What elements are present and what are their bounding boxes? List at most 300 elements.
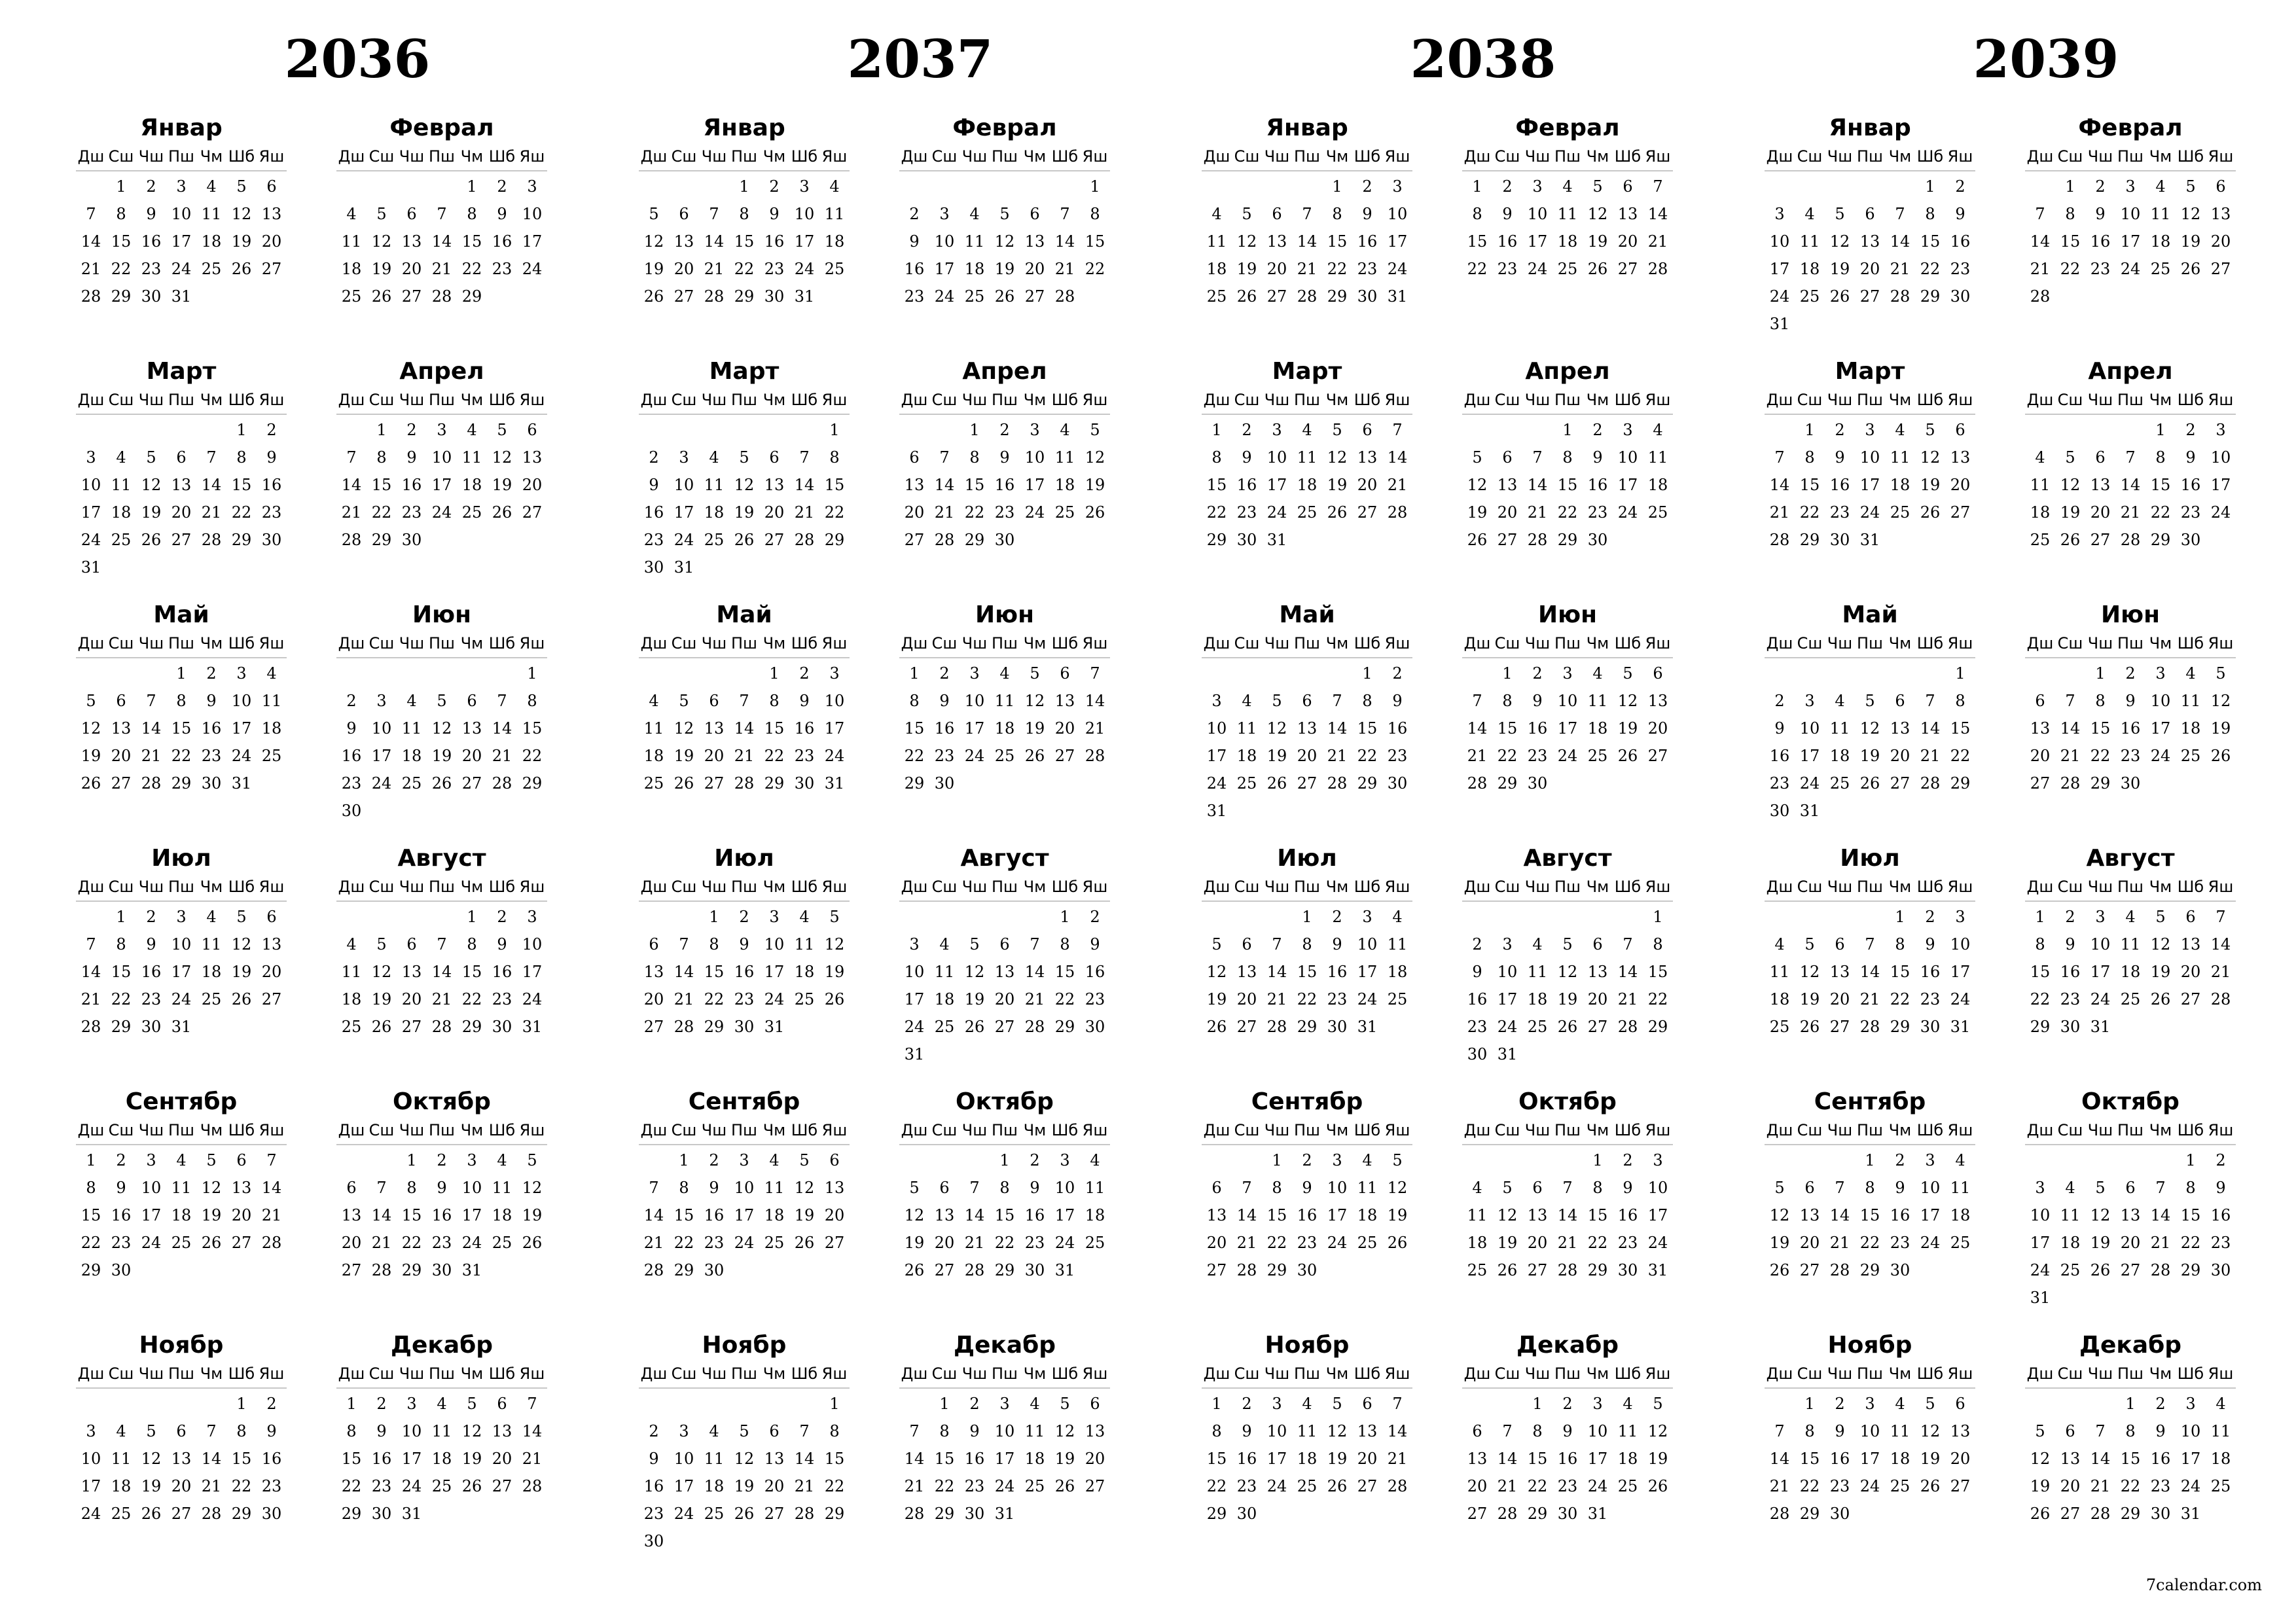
weekday-label: Сш [1797,391,1823,409]
day-number: 7 [1925,692,1935,710]
weekday-label: Чш [1827,147,1853,166]
weekday-label: Яш [1082,634,1108,652]
weekday-label: Пш [168,147,194,166]
empty-day-cell [2025,416,2055,444]
day-number: 27 [1497,531,1518,549]
day-number: 6 [497,1395,507,1413]
day-number: 7 [909,1422,920,1440]
day-number: 21 [1557,1234,1578,1252]
day-number: 27 [401,287,422,306]
day-number: 24 [1527,260,1548,278]
day-number: 21 [431,260,452,278]
day-number: 5 [2185,177,2196,196]
day-number: 31 [1357,1018,1378,1036]
day-number: 20 [934,1234,955,1252]
day-number: 24 [431,503,452,522]
day-number: 17 [1799,747,1820,765]
day-number: 30 [1467,1045,1488,1063]
weekday-label: Шб [1916,1121,1944,1139]
day-number: 12 [734,476,755,494]
weekday-label: Шб [2177,1121,2204,1139]
day-number: 10 [964,692,985,710]
day-number: 8 [1955,692,1965,710]
day-number: 1 [829,421,840,439]
day-number: 24 [1024,503,1045,522]
weekday-label: Шб [2177,147,2204,166]
day-number: 2 [769,177,780,196]
day-number: 16 [1617,1206,1638,1224]
weekday-label: Шб [1354,634,1381,652]
day-number: 18 [201,963,222,981]
day-number: 12 [371,963,392,981]
weekday-label: Шб [1051,634,1079,652]
day-number: 4 [649,692,659,710]
day-number: 28 [1769,1505,1790,1523]
day-number: 26 [734,531,755,549]
weekday-label: Дш [1463,634,1491,652]
day-number: 8 [829,448,840,467]
day-number: 22 [1587,1234,1608,1252]
day-number: 31 [764,1018,785,1036]
day-number: 20 [1266,260,1287,278]
day-number: 9 [1332,935,1342,954]
day-number: 25 [1357,1234,1378,1252]
month-name: Октябр [393,1088,491,1115]
day-number: 23 [1920,990,1941,1008]
day-number: 30 [964,1505,985,1523]
day-number: 11 [2030,476,2051,494]
day-number: 1 [1060,908,1070,926]
day-number: 17 [401,1450,422,1468]
empty-day-cell [639,660,669,687]
day-number: 19 [794,1206,815,1224]
day-number: 16 [734,963,755,981]
weekday-label: Дш [1766,634,1793,652]
day-number: 5 [86,692,96,710]
day-number: 27 [2120,1261,2141,1279]
day-number: 3 [939,205,950,223]
empty-day-cell [1322,660,1352,687]
weekday-label: Сш [108,634,134,652]
day-number: 8 [1302,935,1312,954]
day-number: 16 [2120,719,2141,738]
day-number: 17 [81,1477,101,1495]
day-number: 13 [401,232,422,251]
day-number: 3 [1060,1151,1070,1169]
day-number: 2 [346,692,357,710]
day-number: 5 [739,448,749,467]
day-number: 1 [467,177,477,196]
day-number: 9 [206,692,217,710]
day-number: 27 [1829,1018,1850,1036]
weekday-label: Чш [1524,878,1551,896]
day-number: 2 [799,664,810,683]
day-number: 14 [2060,719,2081,738]
day-grid [639,658,850,797]
day-number: 9 [649,476,659,494]
day-number: 28 [2060,774,2081,793]
day-number: 26 [2060,531,2081,549]
day-number: 31 [1647,1261,1668,1279]
day-number: 27 [461,774,482,793]
day-number: 9 [2185,448,2196,467]
day-number: 24 [734,1234,755,1252]
day-number: 11 [1769,963,1790,981]
day-number: 17 [824,719,845,738]
day-number: 20 [1206,1234,1227,1252]
day-number: 12 [371,232,392,251]
weekday-label: Дш [1463,147,1491,166]
year-block-2039 [1765,0,2296,1623]
day-number: 21 [522,1450,543,1468]
day-number: 4 [1302,421,1312,439]
day-number: 29 [461,287,482,306]
day-number: 4 [1835,692,1845,710]
day-number: 27 [764,531,785,549]
day-number: 18 [201,232,222,251]
weekday-label: Яш [1082,878,1108,896]
day-number: 25 [1467,1261,1488,1279]
day-number: 21 [141,747,162,765]
month-name: Август [397,845,486,872]
day-number: 31 [1587,1505,1608,1523]
day-number: 22 [673,1234,694,1252]
day-number: 14 [141,719,162,738]
weekday-header [2025,873,2236,902]
empty-day-cell [76,1390,106,1418]
day-number: 29 [1557,531,1578,549]
month-name: Январ [140,115,223,141]
day-number: 21 [201,1477,222,1495]
day-number: 10 [1950,935,1971,954]
day-number: 10 [431,448,452,467]
weekday-label: Шб [791,878,818,896]
weekday-label: Сш [931,147,958,166]
day-number: 11 [1617,1422,1638,1440]
day-number: 9 [1925,935,1935,954]
weekday-label: Яш [259,147,285,166]
day-number: 7 [437,935,447,954]
empty-day-cell [1262,660,1292,687]
empty-day-cell [929,416,960,444]
day-number: 4 [1653,421,1663,439]
day-number: 4 [1562,177,1573,196]
weekday-label: Шб [1916,147,1944,166]
day-number: 25 [643,774,664,793]
weekday-label: Чм [200,147,223,166]
month-calendar [76,357,287,581]
day-number: 3 [1774,205,1785,223]
day-number: 25 [1236,774,1257,793]
day-number: 5 [969,935,980,954]
day-number: 15 [673,1206,694,1224]
day-number: 6 [1362,1395,1372,1413]
day-number: 10 [1557,692,1578,710]
day-number: 17 [673,1477,694,1495]
month-name: Феврал [952,115,1057,141]
day-number: 22 [1085,260,1105,278]
day-number: 7 [146,692,156,710]
day-number: 13 [261,205,282,223]
day-number: 15 [1950,719,1971,738]
day-number: 8 [909,692,920,710]
day-number: 23 [734,990,755,1008]
day-number: 8 [709,935,719,954]
day-number: 22 [2090,747,2111,765]
day-number: 28 [2030,287,2051,306]
day-number: 27 [111,774,132,793]
day-grid [639,415,850,581]
day-number: 10 [171,935,192,954]
day-grid [899,658,1110,797]
day-number: 21 [1054,260,1075,278]
day-number: 4 [2215,1395,2226,1413]
day-number: 14 [1236,1206,1257,1224]
month-calendar [1202,114,1412,310]
weekday-header [1462,1116,1673,1145]
day-grid [1202,1145,1412,1284]
day-number: 27 [1024,287,1045,306]
day-number: 21 [1327,747,1348,765]
weekday-label: Чш [138,634,164,652]
day-number: 28 [1024,1018,1045,1036]
weekday-header [899,1116,1110,1145]
day-number: 7 [1532,448,1543,467]
day-grid [336,1389,547,1527]
day-number: 1 [2035,908,2045,926]
empty-day-cell [2115,416,2145,444]
weekday-label: Чм [200,1364,223,1383]
day-number: 13 [1587,963,1608,981]
day-number: 7 [1060,205,1070,223]
month-calendar [899,601,1110,797]
weekday-label: Чм [1023,147,1047,166]
day-number: 2 [1392,664,1403,683]
day-number: 30 [2210,1261,2231,1279]
day-number: 19 [1859,747,1880,765]
weekday-label: Яш [1947,391,1973,409]
day-number: 20 [1829,990,1850,1008]
weekday-header [1202,386,1412,415]
day-number: 30 [1357,287,1378,306]
day-number: 14 [371,1206,392,1224]
day-number: 23 [1617,1234,1638,1252]
day-number: 2 [2065,908,2075,926]
empty-day-cell [669,1390,699,1418]
day-number: 4 [1592,664,1603,683]
day-number: 11 [111,1450,132,1468]
day-number: 27 [1467,1505,1488,1523]
day-number: 19 [492,476,512,494]
day-number: 25 [1617,1477,1638,1495]
weekday-label: Дш [2026,147,2054,166]
day-number: 10 [1587,1422,1608,1440]
month-name: Август [1523,845,1612,872]
day-number: 6 [406,205,417,223]
day-number: 27 [2090,531,2111,549]
day-number: 22 [1920,260,1941,278]
day-number: 11 [704,476,725,494]
weekday-label: Чм [1023,391,1047,409]
day-number: 9 [1302,1179,1312,1197]
day-number: 19 [1327,1450,1348,1468]
weekday-label: Чш [2087,147,2113,166]
day-number: 1 [769,664,780,683]
month-name: Май [153,601,209,628]
weekday-label: Яш [1645,147,1671,166]
day-number: 30 [141,287,162,306]
day-number: 12 [964,963,985,981]
weekday-label: Дш [901,391,928,409]
weekday-label: Сш [1234,634,1260,652]
day-number: 9 [1895,1179,1905,1197]
day-number: 22 [1799,503,1820,522]
month-calendar [2025,844,2236,1041]
day-number: 28 [341,531,362,549]
day-number: 11 [1357,1179,1378,1197]
day-number: 15 [2180,1206,2201,1224]
day-number: 17 [1357,963,1378,981]
day-number: 1 [909,664,920,683]
day-number: 19 [231,963,252,981]
day-number: 2 [266,1395,277,1413]
day-number: 19 [1024,719,1045,738]
day-number: 7 [799,448,810,467]
weekday-label: Дш [2026,878,2054,896]
day-grid [899,171,1110,310]
day-number: 5 [1332,421,1342,439]
day-number: 15 [1206,1450,1227,1468]
day-number: 14 [964,1206,985,1224]
day-number: 8 [1090,205,1100,223]
weekday-label: Дш [338,634,365,652]
day-number: 6 [1211,1179,1222,1197]
day-number: 21 [201,503,222,522]
day-number: 18 [1357,1206,1378,1224]
day-number: 12 [1236,232,1257,251]
day-number: 15 [461,963,482,981]
day-number: 9 [2125,692,2136,710]
weekday-label: Дш [338,1121,365,1139]
day-number: 2 [1332,908,1342,926]
day-number: 10 [141,1179,162,1197]
weekday-label: Чм [460,878,484,896]
day-number: 8 [1925,205,1935,223]
day-number: 2 [2155,1395,2166,1413]
empty-day-cell [669,416,699,444]
empty-day-cell [1613,903,1643,931]
empty-day-cell [2085,416,2115,444]
day-number: 3 [1804,692,1815,710]
day-number: 26 [734,1505,755,1523]
weekday-label: Шб [791,1364,818,1383]
day-number: 17 [1327,1206,1348,1224]
day-number: 30 [2060,1018,2081,1036]
empty-day-cell [76,416,106,444]
day-number: 20 [1647,719,1668,738]
weekday-label: Дш [1766,147,1793,166]
day-number: 19 [81,747,101,765]
day-number: 29 [1206,1505,1227,1523]
day-number: 6 [1362,421,1372,439]
day-number: 4 [939,935,950,954]
weekday-label: Дш [1766,391,1793,409]
day-number: 3 [1211,692,1222,710]
weekday-label: Чм [200,878,223,896]
weekday-label: Чш [1827,634,1853,652]
day-number: 31 [2090,1018,2111,1036]
weekday-label: Чш [399,147,425,166]
day-number: 24 [1859,1477,1880,1495]
day-number: 14 [1497,1450,1518,1468]
day-number: 17 [904,990,925,1008]
day-number: 23 [1557,1477,1578,1495]
day-grid [76,902,287,1041]
weekday-label: Шб [228,1364,255,1383]
day-number: 26 [231,990,252,1008]
day-number: 21 [643,1234,664,1252]
year-block-2038 [1202,0,1765,1623]
day-number: 16 [492,232,512,251]
day-number: 5 [1925,421,1935,439]
day-number: 3 [2155,664,2166,683]
day-number: 21 [1527,503,1548,522]
weekday-label: Шб [791,1121,818,1139]
day-number: 24 [1327,1234,1348,1252]
day-number: 24 [1859,503,1880,522]
day-number: 16 [1357,232,1378,251]
day-number: 7 [1653,177,1663,196]
day-number: 21 [1890,260,1910,278]
weekday-label: Шб [488,1121,516,1139]
day-number: 14 [2150,1206,2171,1224]
day-number: 18 [964,260,985,278]
day-number: 19 [1557,990,1578,1008]
day-number: 25 [1297,1477,1318,1495]
day-number: 25 [171,1234,192,1252]
day-number: 19 [1799,990,1820,1008]
weekday-label: Пш [1856,391,1883,409]
weekday-label: Пш [1856,1121,1883,1139]
day-number: 31 [1206,802,1227,820]
day-number: 5 [1332,1395,1342,1413]
day-number: 25 [1950,1234,1971,1252]
day-number: 27 [492,1477,512,1495]
day-number: 5 [1211,935,1222,954]
day-grid [639,902,850,1041]
day-number: 16 [141,232,162,251]
day-number: 20 [2030,747,2051,765]
day-number: 4 [1472,1179,1482,1197]
day-number: 4 [1060,421,1070,439]
day-number: 21 [2030,260,2051,278]
month-calendar [1462,114,1673,283]
month-calendar [639,601,850,797]
weekday-label: Пш [428,1364,455,1383]
day-number: 22 [994,1234,1015,1252]
empty-day-cell [367,1147,397,1174]
weekday-label: Шб [1916,391,1944,409]
day-number: 16 [794,719,815,738]
day-number: 22 [81,1234,101,1252]
weekday-label: Яш [1645,878,1671,896]
day-number: 26 [1829,287,1850,306]
weekday-label: Чш [1827,391,1853,409]
day-number: 8 [116,935,126,954]
day-number: 12 [2180,205,2201,223]
day-number: 7 [1623,935,1633,954]
day-number: 1 [1955,664,1965,683]
